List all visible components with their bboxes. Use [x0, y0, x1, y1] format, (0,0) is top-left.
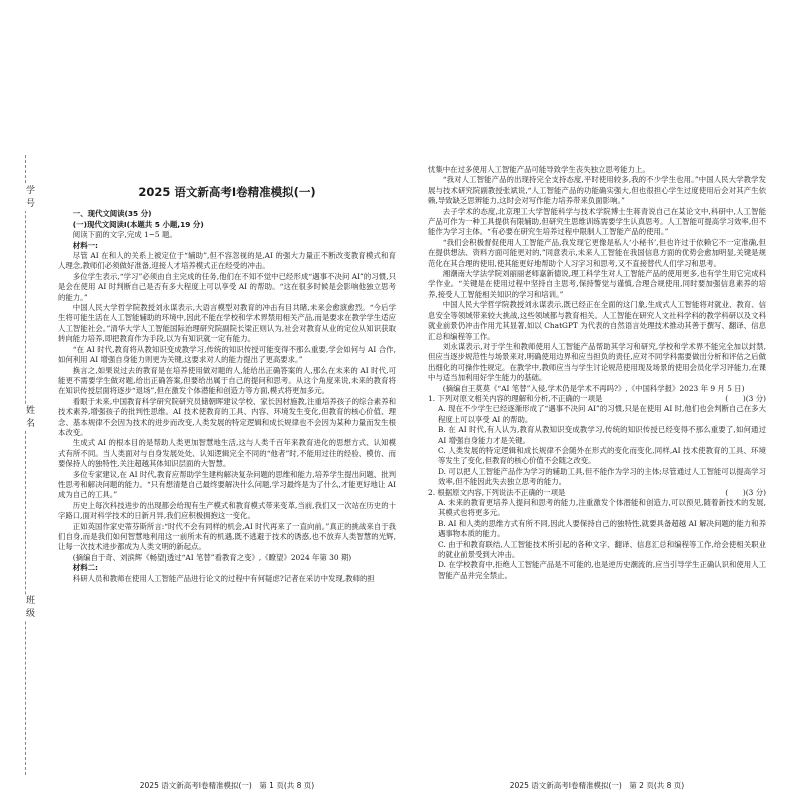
source-citation: (摘编自于奇、刘滨辉《畅望|透过“AI 笔替”看教育之变》,《瞭望》2024 年第 30 期) [72, 552, 352, 562]
paragraph: “在 AI 时代,教育将从教知识变成教学习,传统的知识传授可能变得不那么重要,学会如何与 AI 合作,如何利用 AI 增强自身能力则更为关键,这要求对人的能力提出了更高要求。” [58, 344, 396, 365]
name-label: 姓名 [16, 405, 34, 431]
question-1-option-c: C. 人类发展的特定逻辑和成长规律不会随外在形式的变化而变化,同样,AI 技术使教育的工具、环境等发生了变化,但教育的核心价值不会随之改变。 [438, 445, 766, 466]
question-2 [428, 488, 766, 498]
question-1-score: ( )(3 分) [725, 393, 766, 403]
exam-title: 2025 语文新高考Ⅰ卷精准模拟(一) [138, 185, 316, 199]
paragraph: “我对人工智能产品的出现持完全支持态度,平时使用较多,我的不少学生也用。”中国人民大学教学发展与技术研究院副教授张斌说,“人工智能产品的功能确实强大,但也很担心学生过度使用后会对其产生依赖,导致缺乏思辨能力,这时会对写作能力培养带来负面影响。” [428, 175, 766, 206]
page-2 [428, 165, 766, 581]
paragraph: 看眼于未来,中国教育科学研究院研究员储朝晖建议学校、家长因材施教,注重培养孩子的综合素养和技术素养,增强孩子的批判性思维。AI 技术使教育的工具、内容、环境发生变化,但教育的核心价值、理念、基本规律不会因为技术的进步而改变,人类发展的特定逻辑和成长规律也不会因为某种力量而发生根本改变。 [58, 396, 396, 437]
student-id-label: 学号 [16, 185, 34, 211]
section-heading: 一、现代文阅读(35 分) [72, 209, 152, 219]
material-1-label: 材料一: [72, 240, 98, 250]
question-2-stem: 2. 根据原文内容,下列说法不正确的一项是 [428, 487, 566, 497]
binding-margin [8, 155, 34, 775]
subsection-heading: (一)现代文阅读Ⅰ(本题共 5 小题,19 分) [72, 219, 204, 229]
paragraph: 生成式 AI 的根本目的是帮助人类更加智慧地生活,这与人类千百年来教育进化的思想方式、认知模式有所不同。当人类面对与自身发展处处、认知逻辑完全不同的“他者”时,不能用过往的经验、模仿、而要保持人的独特性,关注超越其体知识层面的大智慧。 [58, 438, 396, 469]
paragraph: 尽管 AI 在和人的关系上被定位于“辅助”,但不容忽视的是,AI 的强大力量正不断改变教育模式和育人理念,教师们必须做好准备,迎接人才培养模式正在经受的冲击。 [58, 251, 396, 271]
question-1-option-a: A. 现在不少学生已经逐渐形成了“遇事不决问 AI”的习惯,只是在使用 AI 时,他们也会判断自己在多大程度上可以享受 AI 的帮助。 [438, 404, 766, 424]
question-2-option-a: A. 未来的教育更培养人提问和思考的能力,注重激发个体潜能和创造力,可以预见,随着新技术的发展,其模式也将更多元。 [438, 498, 766, 518]
page-1-footer: 2025 语文新高考Ⅰ卷精准模拟(一) 第 1 页(共 8 页) [139, 781, 315, 790]
question-2-option-c: C. 由于和教育联结,人工智能技术所引起的各种文字、翻译、信息汇总和编程等工作,给会使相关职业的就业前景受到大冲击。 [438, 539, 766, 560]
paragraph: 湘潮南大学法学院刘丽丽老师嘉新德说,理工科学生对人工智能产品的使用更多,也有学生用它完成科学作业。“关键是在使用过程中坚持自主思考,保持警觉与谨慎,合理合规使用,同时要加强信息素养的培养,接受人工智能相关知识的学习和培训。” [428, 269, 767, 299]
question-1 [428, 394, 766, 404]
source-citation: (摘编自王莫莫《“AI 笔替”入侵,学术仍是学术不再吗?》,《中国科学报》2023 年 9 月 5 日) [442, 383, 745, 393]
question-1-option-b: B. 在 AI 时代,有人认为,教育从教知识变成教学习,传统的知识传授已经变得不那么重要了,如何通过 AI 增强自身能力才是关键。 [438, 425, 766, 445]
paragraph: 刘永谋表示,对于学生和教师使用人工智能产品帮助其学习和研究,学校和学术界不能完全加以封禁,但应当逐步规范性与场景来对,明确使用边界和应当担负的责任,应对不同学科需要做出分析和评估之后做出细化的可操作性规定。在教学中,教师应当与学生讨论规范使用现及场景的使用会员化学习评能力,在课中与适当加利用好学生能力的基础。 [428, 341, 766, 383]
paragraph: 换言之,如果说过去的教育是在培养使用做对题的人,能给出正确答案的人,那么在未来的 AI 时代,可能更不需要学生做对题,给出正确答案,但要给出属于自己的提问和思考。从这个角度来说,未来的教育将在知识传授层面将逐步“退场”,但在激发个体潜能和创造力等方面,模式将更加多元。 [58, 365, 396, 396]
material-2-label: 材料二: [72, 563, 98, 573]
paragraph: 正如英国作家史蒂芬斯所言:“时代不会有同样的机会,AI 时代再来了一直向前。”真正的挑战来自于我们自身,而是我们如何智慧地利用这一前所未有的机遇,既不逃避于技术的诱惑,也不放弃人类智慧的光辉,让每一次技术进步都成为人类文明的新起点。 [58, 521, 396, 552]
paragraph: 多位学生表示,“学习”必须由自主完成的任务,他们在不知不觉中已经形成“遇事不决问 AI”的习惯,只是会在使用 AI 时判断自己是否有多大程度上可以享受 AI 的帮助。“这在很多时候是会影响他独立思考的能力。” [58, 271, 396, 302]
paragraph: 历史上每次科技进步的出现都会给现有生产模式和教育模式带来变革,当前,我们又一次站在历史的十字路口,面对科学技术的日新月异,我们应积极拥抱这一变化。 [58, 500, 396, 521]
question-1-option-d: D. 可以把人工智能产品作为学习的辅助工具,但不能作为学习的主体;尽管通过人工智能可以提高学习效率,但不能因此失去独立思考的能力。 [438, 466, 766, 487]
binding-dashed-line [25, 155, 26, 775]
page-2-footer: 2025 语文新高考Ⅰ卷精准模拟(一) 第 2 页(共 8 页) [509, 781, 685, 790]
paragraph: 中国人民大学哲学院教授刘永谋表示,大语言模型对教育的冲击有目共睹,未来会愈演愈烈。“今后学生将可能生活在人工智能辅助的环境中,因此不能在学校和学术界禁用相关产品,而是要求在教学学生适应人工智能社会。”清华大学人工智能国际治理研究院副院长梁正则认为,社会对教育从业的定位从知识获取转向能力培养,即把教育作为手段,以为有知识就一定有能力。 [58, 303, 396, 344]
question-2-option-b: B. AI 和人类的思维方式有所不同,因此人要保持自己的独特性,就要具备超越 AI 解决问题的能力和养遇事物本质的能力。 [438, 518, 766, 539]
page-1 [58, 165, 396, 584]
paragraph: 科研人员和教师在使用人工智能产品进行论文的过程中有何疑虑?记者在采访中发现,教师的担 [72, 573, 375, 583]
question-1-stem: 1. 下列对原文相关内容的理解和分析,不正确的一项是 [428, 393, 603, 403]
paragraph: 中国人民大学哲学院教授刘永谋表示,既已经正在全面的这门象,生成式人工智能将对就业、教育、信息安全等领域带来较大挑战,这些领域都与教育相关。人工智能在研究人文社科学科的教学科研以及文科就业前景仍冲击作用尤其显著,如以 ChatGPT 为代表的自然语言处理技术推动其善于撰写、翻译、信息汇总和编程等工作。 [428, 300, 766, 341]
paragraph: 去子学术的态度,北京理工大学智能科学与技术学院博士生蒋青说自己在某论文中,科研中,人工智能产品可作为一种工具提供有限辅助,但研究生思维训练需要学生认真思考。人工智能可提高学习效率,但不能作为学习主体。“有必要在研究生培养过程中限制人工智能产品的使用。” [428, 206, 766, 237]
question-2-option-d: D. 在学校教育中,拒绝人工智能产品是不可能的,也是逆历史潮流的,应当引导学生正确认识和使用人工智能产品并完全禁止。 [438, 560, 766, 580]
class-label: 班级 [16, 595, 34, 621]
paragraph: 忧集中在过多使用人工智能产品可能导致学生丧失独立思考能力上。 [428, 165, 650, 174]
paragraph: “我们会积极督促使用人工智能产品,我发现它更像是私人‘小秘书’,但也许过于依赖它不一定准确,但在提供想法、资料方面可能更对的,”同意表示,未来人工智能在我国信息方面的优势会愈加明显,关键是规范化在其合理的使用,使其能更好地帮助个人习字习和思考,又不直接替代人们学习和思考。 [428, 237, 766, 268]
question-2-score: ( )(3 分) [725, 487, 766, 497]
paragraph: 多位专家建议,在 AI 时代,教育应帮助学生建构解决复杂问题的思维和能力,培养学生提出问题、批判性思考和解决问题的能力。“只有想清楚自己最终要解决什么问题,学习最终是为了什么,才能更好地让 AI 成为自己的工具。” [58, 469, 396, 500]
instruction: 阅读下面的文字,完成 1~5 题。 [72, 230, 177, 240]
